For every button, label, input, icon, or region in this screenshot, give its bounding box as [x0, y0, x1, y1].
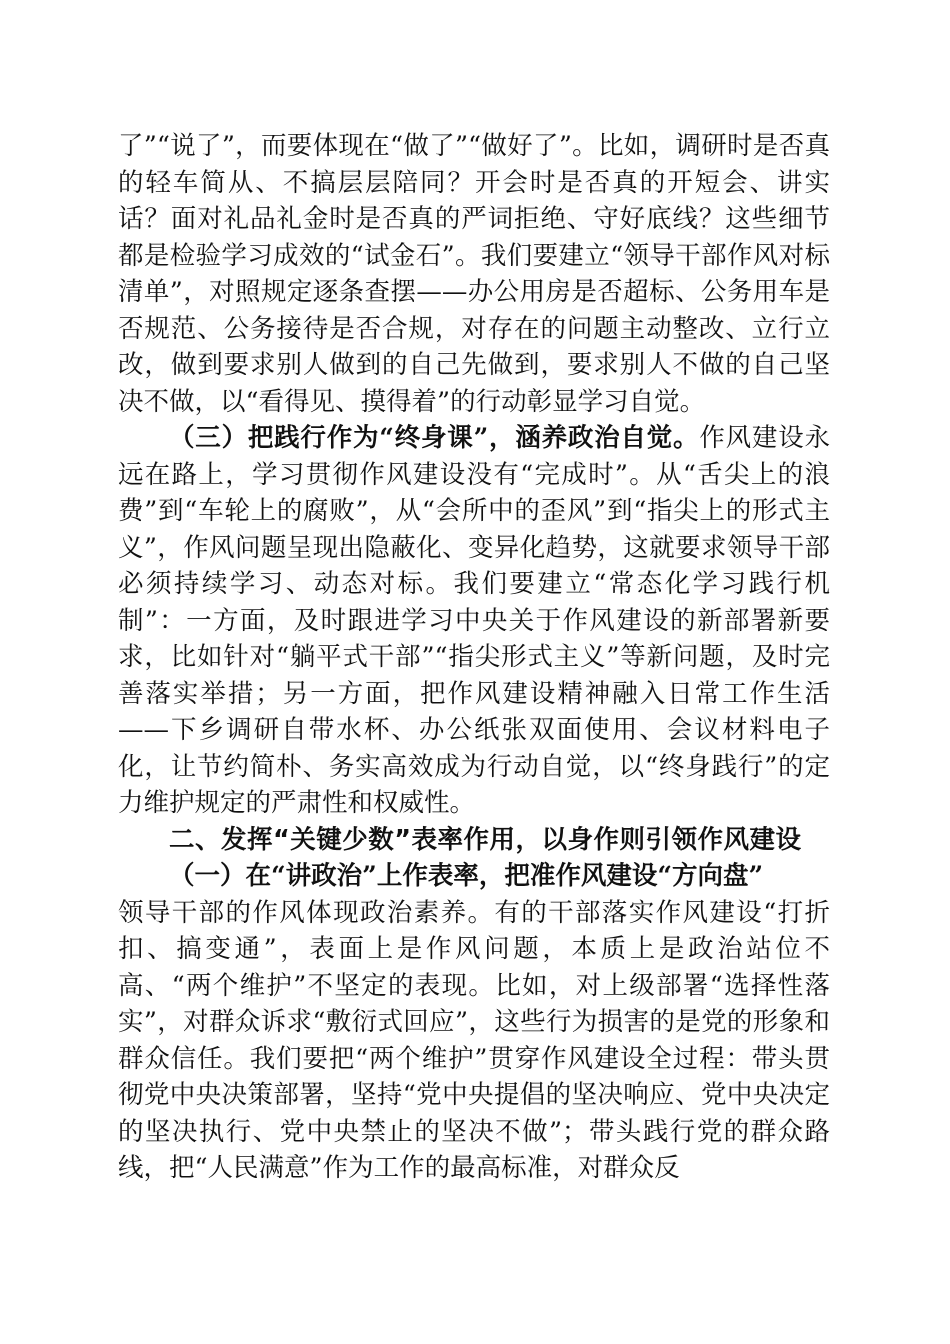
paragraph-section-2-1: [118, 858, 830, 1187]
heading-section-2: 二、发挥“关键少数”表率作用，以身作则引领作风建设: [169, 824, 802, 855]
paragraph-continued: 了”“说了”，而要体现在“做了”“做好了”。比如，调研时是否真的轻车简从、不搞层层陪同？开会时是否真的开短会、讲实话？面对礼品礼金时是否真的严词拒绝、守好底线？这些细节都是检验学习成效的“试金石”。我们要建立“领导干部作风对标清单”，对照规定逐条查摆——办公用房是否超标、公务用车是否规范、公务接待是否合规，对存在的问题主动整改、立行立改，做到要求别人做到的自己先做到，要求别人不做的自己坚决不做，以“看得见、摸得着”的行动彰显学习自觉。: [118, 131, 830, 417]
document-body: [118, 128, 830, 1187]
section-3-body: 作风建设永远在路上，学习贯彻作风建设没有“完成时”。从“舌尖上的浪费”到“车轮上的腐败”，从“会所中的歪风”到“指尖上的形式主义”，作风问题呈现出隐蔽化、变异化趋势，这就要求领导干部必须持续学习、动态对标。我们要建立“常态化学习践行机制”：一方面，及时跟进学习中央关于作风建设的新部署新要求，比如针对“躺平式干部”“指尖形式主义”等新问题，及时完善落实举措；另一方面，把作风建设精神融入日常工作生活——下乡调研自带水杯、办公纸张双面使用、会议材料电子化，让节约简朴、务实高效成为行动自觉，以“终身践行”的定力维护规定的严肃性和权威性。: [118, 423, 830, 818]
section-3-lead: （三）把践行作为“终身课”，涵养政治自觉。: [169, 423, 700, 453]
section-2-1-lead: （一）在“讲政治”上作表率，把准作风建设“方向盘”: [169, 861, 764, 891]
section-2-1-body: 领导干部的作风体现政治素养。有的干部落实作风建设“打折扣、搞变通”，表面上是作风问题，本质上是政治站位不高、“两个维护”不坚定的表现。比如，对上级部署“选择性落实”，对群众诉求“敷衍式回应”，这些行为损害的是党的形象和群众信任。我们要把“两个维护”贯穿作风建设全过程：带头贯彻党中央决策部署，坚持“党中央提倡的坚决响应、党中央决定的坚决执行、党中央禁止的坚决不做”；带头践行党的群众路线，把“人民满意”作为工作的最高标准，对群众反: [118, 897, 830, 1183]
paragraph-section-3: [118, 420, 830, 822]
